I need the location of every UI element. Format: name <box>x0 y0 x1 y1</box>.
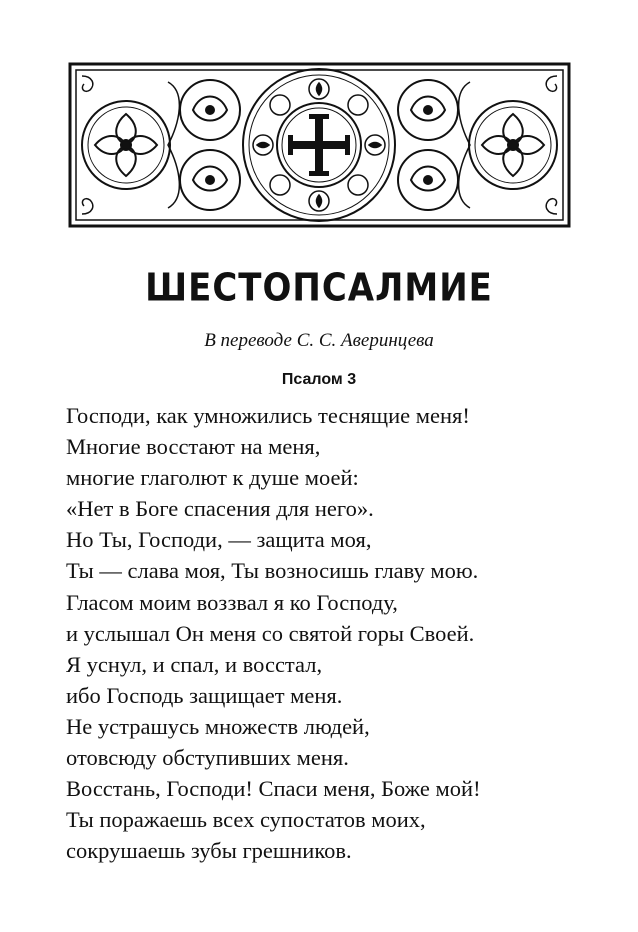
psalm-heading: Псалом 3 <box>281 371 357 388</box>
ornament-headpiece <box>68 62 571 228</box>
verse-line: Гласом моим воззвал я ко Господу, <box>66 589 398 615</box>
verse-line: Я уснул, и спал, и восстал, <box>66 651 323 677</box>
page-title: ШЕСТОПСАЛМИЕ <box>145 265 493 311</box>
verse-line: ибо Господь защищает меня. <box>66 682 343 708</box>
verse-line: Не устрашусь множеств людей, <box>66 713 370 739</box>
verse-line: многие глаголют к душе моей: <box>66 465 359 491</box>
verse-line: Господи, как умножились теснящие меня! <box>66 403 470 428</box>
verse-line: Многие восстают на меня, <box>66 434 321 460</box>
verse-line: «Нет в Боге спасения для него». <box>66 496 374 522</box>
psalm-text <box>66 400 586 866</box>
verse-line: и услышал Он меня со святой горы Своей. <box>66 620 475 646</box>
verse-line: Ты — слава моя, Ты возносишь главу мою. <box>66 558 479 584</box>
verse-line: Восстань, Господи! Спаси меня, Боже мой! <box>66 776 481 802</box>
verse-line: сокрушаешь зубы грешников. <box>66 838 352 864</box>
verse-line: Но Ты, Господи, — защита моя, <box>66 527 372 553</box>
verse-line: Ты поражаешь всех супостатов моих, <box>66 807 426 833</box>
cross-icon <box>288 114 350 176</box>
translation-credit: В переводе С. С. Аверинцева <box>204 330 434 351</box>
verse-line: отовсюду обступивших меня. <box>66 745 349 771</box>
